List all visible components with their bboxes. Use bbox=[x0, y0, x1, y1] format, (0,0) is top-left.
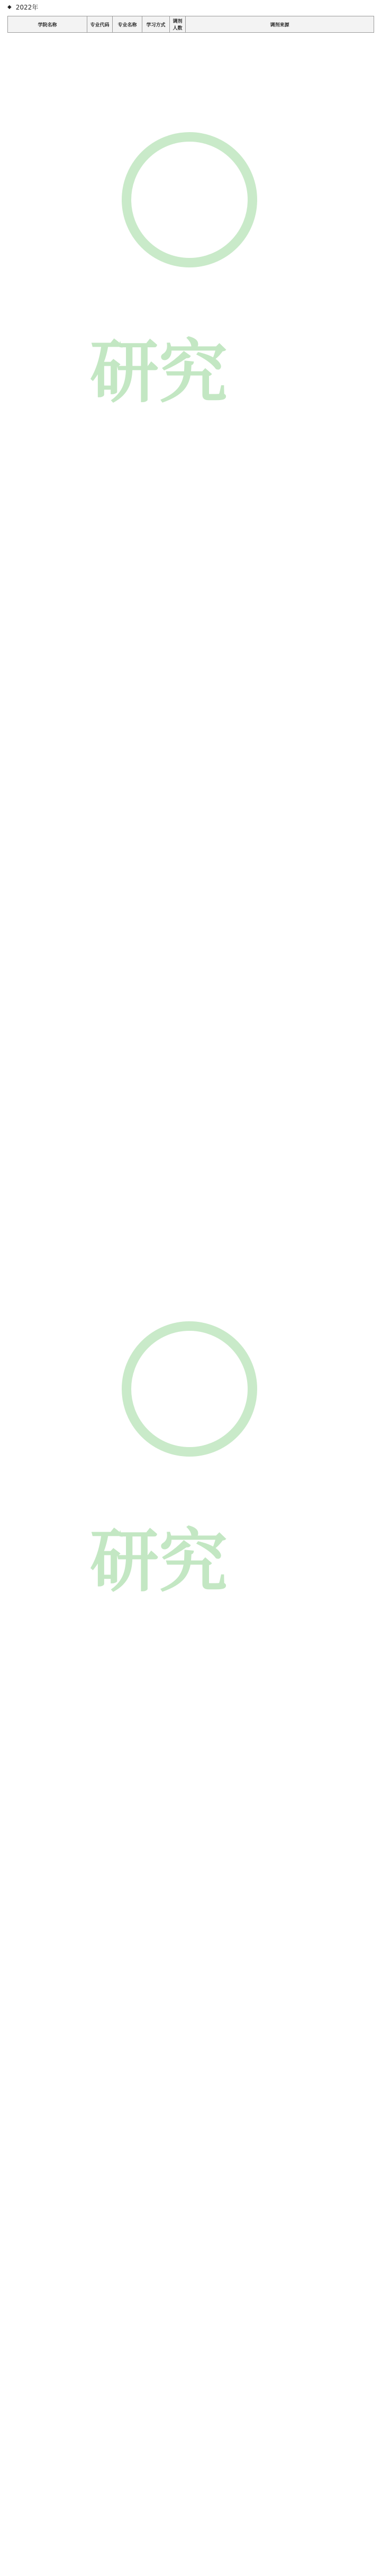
admissions-table bbox=[7, 16, 374, 33]
col-header-code: 专业代码 bbox=[87, 16, 113, 33]
year-label: 2022年 bbox=[15, 3, 39, 11]
watermark-logo-ring bbox=[122, 1321, 257, 1457]
watermark-text: 研究 bbox=[90, 331, 228, 412]
col-header-mode: 学习方式 bbox=[142, 16, 170, 33]
watermark-text: 研究 bbox=[90, 1521, 228, 1601]
watermark-logo-ring bbox=[122, 132, 257, 267]
diamond-marker: ◆ bbox=[7, 4, 12, 10]
col-header-major: 专业名称 bbox=[113, 16, 142, 33]
col-header-school: 学院名称 bbox=[8, 16, 87, 33]
col-header-source: 调剂来源 bbox=[186, 16, 374, 33]
col-header-count: 调剂人数 bbox=[170, 16, 186, 33]
table-header-row bbox=[8, 16, 374, 33]
title-bar bbox=[0, 0, 381, 14]
